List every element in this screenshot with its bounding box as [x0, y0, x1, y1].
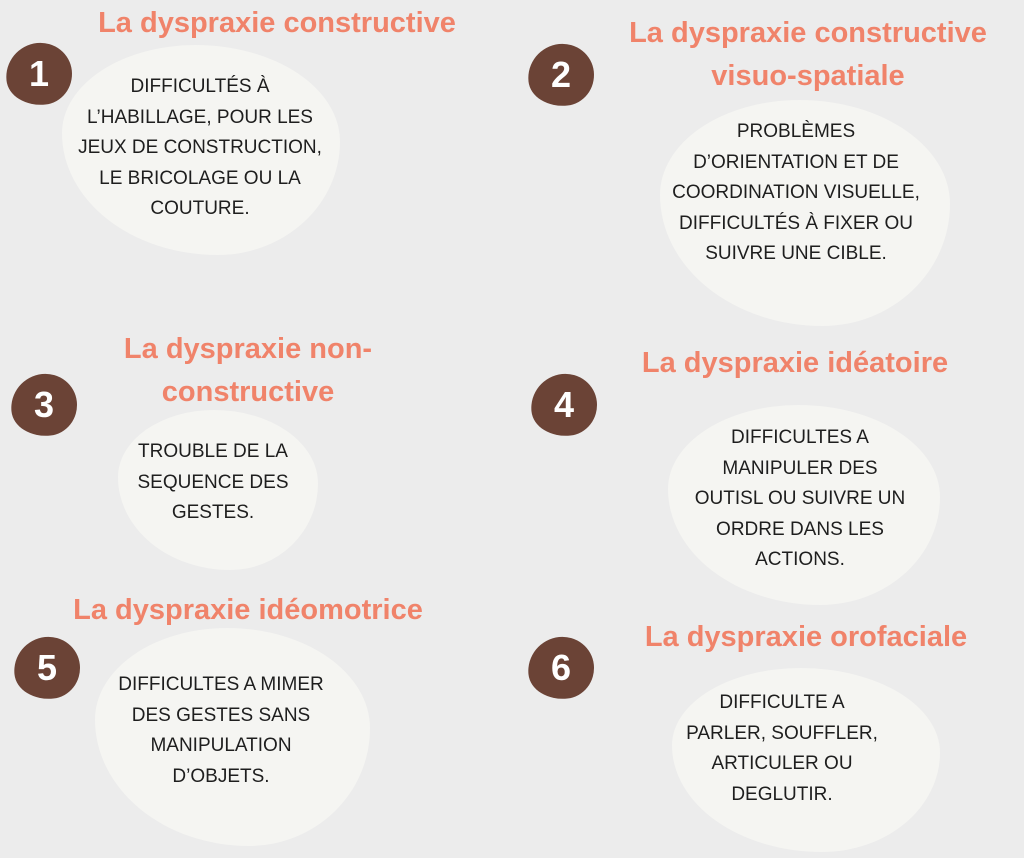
text-line: L’HABILLAGE, POUR LES [86, 106, 313, 128]
number-label: 6 [550, 647, 572, 688]
number-label: 1 [28, 53, 50, 94]
title-5 [73, 589, 423, 632]
text-line: TROUBLE DE LA [138, 441, 288, 462]
title-6 [645, 616, 967, 659]
title-line: visuo-spatiale [711, 60, 905, 92]
title-line: La dyspraxie constructive [629, 17, 987, 49]
text-line: COORDINATION VISUELLE, [672, 182, 920, 203]
title-line: La dyspraxie idéatoire [641, 347, 949, 379]
title-line: La dyspraxie orofaciale [644, 621, 968, 653]
text-line: JEUX DE CONSTRUCTION, [78, 137, 322, 158]
text-line: DIFFICULTÉS À [130, 76, 270, 97]
number-badge-5 [11, 634, 83, 703]
text-line: DIFFICULTE A [719, 692, 845, 713]
text-line: DIFFICULTES A MIMER [118, 674, 324, 695]
text-line: DIFFICULTÉS À FIXER OU [678, 212, 914, 234]
text-line: DIFFICULTES A [731, 427, 869, 448]
number-label: 3 [33, 384, 55, 425]
text-line: COUTURE. [150, 198, 250, 219]
title-line: La dyspraxie non- [123, 333, 373, 365]
description-6 [686, 688, 878, 810]
number-label: 4 [553, 384, 575, 425]
number-badge-4 [528, 371, 600, 440]
text-line: MANIPULATION [150, 735, 292, 756]
title-4 [642, 342, 948, 385]
text-line: DES GESTES SANS [131, 704, 311, 726]
title-line: constructive [161, 376, 335, 408]
text-line: SUIVRE UNE CIBLE. [705, 243, 887, 264]
title-1 [98, 2, 456, 45]
number-badge-2 [525, 41, 597, 110]
text-line: PROBLÈMES [736, 121, 856, 142]
title-line: La dyspraxie idéomotrice [73, 594, 423, 626]
text-line: ACTIONS. [755, 549, 845, 570]
text-line: ORDRE DANS LES [716, 518, 884, 540]
text-line: SEQUENCE DES [137, 471, 289, 493]
description-3 [138, 437, 289, 529]
text-line: OUTISL OU SUIVRE UN [694, 488, 906, 509]
title-line: La dyspraxie constructive [98, 7, 456, 39]
title-2 [629, 12, 987, 98]
number-badge-6 [525, 634, 597, 703]
text-line: DEGLUTIR. [731, 783, 833, 805]
description-5 [118, 670, 324, 792]
text-line: PARLER, SOUFFLER, [686, 722, 878, 744]
description-2 [672, 117, 920, 270]
description-4 [695, 423, 905, 576]
number-label: 2 [550, 54, 572, 95]
text-line: LE BRICOLAGE OU LA [99, 167, 301, 189]
text-line: D’ORIENTATION ET DE [693, 151, 899, 173]
number-badge-1 [3, 40, 75, 109]
text-line: D’OBJETS. [172, 765, 270, 787]
text-line: MANIPULER DES [722, 457, 878, 479]
text-line: GESTES. [171, 502, 255, 523]
text-line: ARTICULER OU [711, 753, 853, 774]
description-1 [78, 72, 322, 225]
number-label: 5 [36, 647, 58, 688]
title-3 [124, 328, 372, 414]
number-badge-3 [8, 371, 80, 440]
